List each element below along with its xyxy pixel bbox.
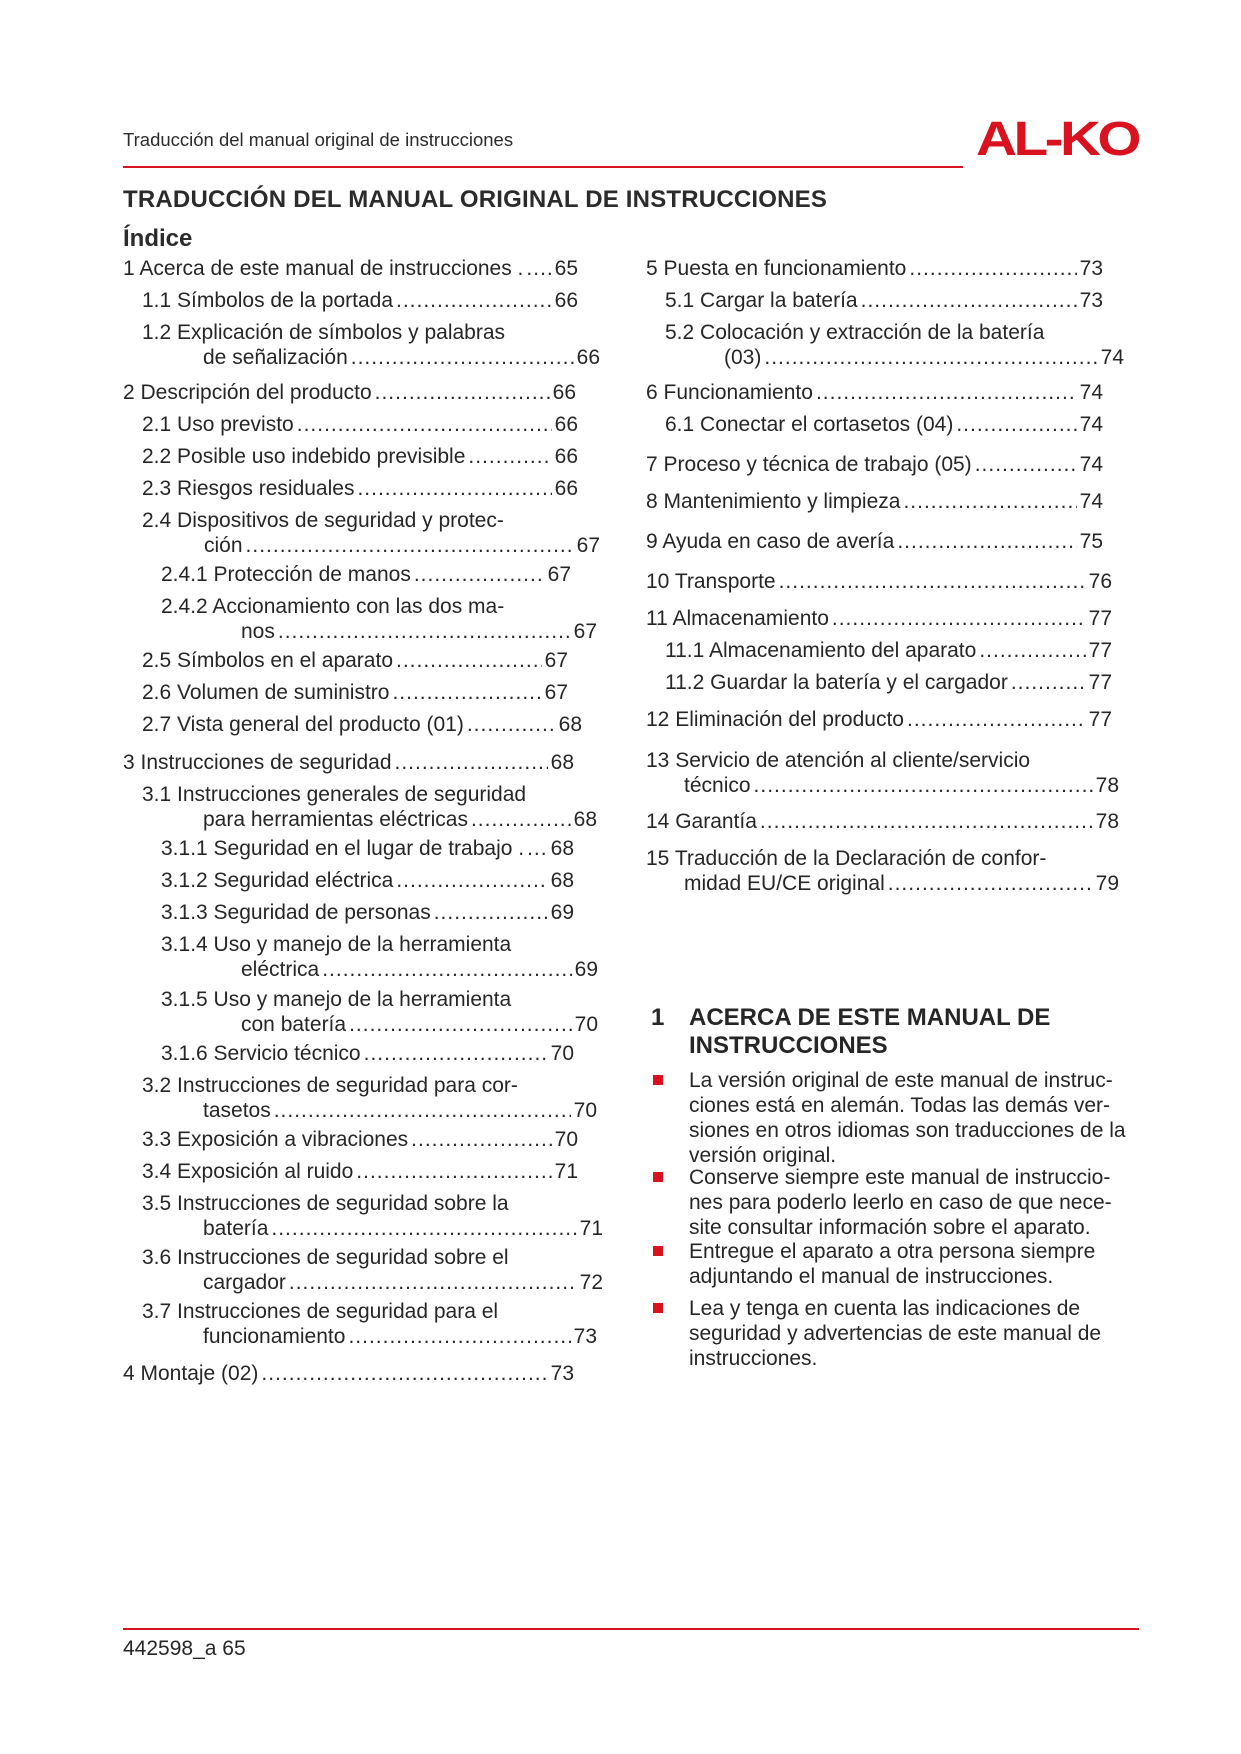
- toc-leader-dots: [348, 1324, 570, 1349]
- bullet-square-icon: [653, 1172, 663, 1182]
- toc-entry[interactable]: [665, 320, 1124, 370]
- toc-entry-title: 3.1.6 Servicio técnico: [161, 1042, 361, 1065]
- toc-entry[interactable]: [665, 670, 1112, 695]
- toc-entry-title: 12 Eliminación del producto: [646, 708, 904, 731]
- toc-leader-dots: [897, 529, 1076, 554]
- toc-leader-dots: [760, 809, 1093, 834]
- toc-entry-title: 5.1 Cargar la batería: [665, 289, 858, 312]
- toc-leader-dots: [261, 1361, 547, 1386]
- section-1-title: [651, 1004, 1131, 1060]
- toc-entry[interactable]: [665, 638, 1112, 663]
- toc-leader-dots: [364, 1041, 548, 1066]
- bullet-item: Lea y tenga en cuenta las indicaciones de seguridad y advertencias de este manual de instrucciones.: [651, 1296, 1139, 1371]
- toc-entry-page: 68: [550, 869, 574, 892]
- toc-entry[interactable]: [646, 529, 1103, 554]
- bullet-square-icon: [653, 1246, 663, 1256]
- toc-entry-title: 8 Mantenimiento y limpieza: [646, 490, 901, 513]
- toc-leader-dots: [396, 648, 542, 673]
- toc-entry-title: 2.2 Posible uso indebido previsible: [142, 445, 466, 468]
- toc-entry[interactable]: [161, 836, 574, 861]
- toc-entry-title: 1.1 Símbolos de la portada: [142, 289, 393, 312]
- toc-entry[interactable]: [142, 444, 578, 469]
- toc-entry-title-continued: para herramientas eléctricas: [203, 808, 468, 831]
- toc-entry[interactable]: [646, 380, 1103, 405]
- toc-entry-page: 74: [1079, 490, 1103, 513]
- toc-entry-page: 78: [1095, 774, 1119, 797]
- toc-entry-title: 3 Instrucciones de seguridad: [123, 751, 392, 774]
- toc-entry[interactable]: [646, 256, 1103, 281]
- toc-leader-dots: [764, 345, 1097, 370]
- toc-leader-dots: [861, 288, 1077, 313]
- toc-entry-title-continued: con batería: [241, 1013, 347, 1036]
- toc-leader-dots: [956, 412, 1076, 437]
- toc-leader-dots: [903, 489, 1076, 514]
- toc-leader-dots: [297, 412, 552, 437]
- toc-entry-title: 3.4 Exposición al ruido: [142, 1160, 354, 1183]
- toc-entry[interactable]: [123, 750, 574, 775]
- toc-entry-title: 3.1 Instrucciones generales de seguridad: [142, 783, 527, 806]
- toc-entry-title-continued: funcionamiento: [203, 1325, 346, 1348]
- toc-entry-title: 1 Acerca de este manual de instrucciones .: [123, 257, 524, 280]
- toc-entry-page: 79: [1095, 872, 1119, 895]
- toc-leader-dots: [278, 619, 571, 644]
- header-text: Traducción del manual original de instrucciones: [123, 129, 514, 150]
- toc-leader-dots: [289, 1270, 577, 1295]
- toc-leader-dots: [526, 256, 551, 281]
- bullet-item: Conserve siempre este manual de instruccio-nes para poderlo leerlo en caso de que nece-site consultar información sobre el aparato.: [651, 1165, 1139, 1240]
- toc-entry-title: 4 Montaje (02): [123, 1362, 259, 1385]
- toc-entry-title: 3.1.3 Seguridad de personas: [161, 901, 431, 924]
- toc-entry-title: 2.5 Símbolos en el aparato: [142, 649, 393, 672]
- toc-leader-dots: [271, 1216, 576, 1241]
- toc-leader-dots: [754, 773, 1093, 798]
- toc-entry-page: 68: [558, 713, 582, 736]
- toc-entry-page: 69: [550, 901, 574, 924]
- toc-entry-title: 2.7 Vista general del producto (01): [142, 713, 464, 736]
- toc-entry-page: 67: [547, 563, 571, 586]
- toc-entry[interactable]: [142, 1245, 603, 1295]
- toc-entry[interactable]: [646, 707, 1112, 732]
- toc-entry[interactable]: [142, 1191, 603, 1241]
- bullet-item: La versión original de este manual de instruc-ciones está en alemán. Todas las demás ver-siones en otros idiomas son traducciones de la versión original.: [651, 1068, 1139, 1168]
- toc-entry-page: 66: [554, 413, 578, 436]
- section-1-title-line1: ACERCA DE ESTE MANUAL DE: [689, 1004, 1051, 1031]
- toc-entry-title: 13 Servicio de atención al cliente/servicio: [646, 749, 1031, 772]
- toc-entry-title: 6.1 Conectar el cortasetos (04): [665, 413, 954, 436]
- toc-entry-title-continued: técnico: [684, 774, 751, 797]
- toc-entry[interactable]: [161, 1041, 574, 1066]
- toc-entry-title: 2.4 Dispositivos de seguridad y protec-: [142, 509, 504, 532]
- section-1-title-line2: INSTRUCCIONES: [689, 1032, 888, 1059]
- toc-entry[interactable]: [161, 987, 598, 1037]
- toc-entry[interactable]: [665, 412, 1103, 437]
- toc-entry-page: 70: [550, 1042, 574, 1065]
- toc-leader-dots: [349, 1012, 572, 1037]
- toc-entry[interactable]: [142, 476, 578, 501]
- toc-entry-page: 70: [573, 1099, 597, 1122]
- toc-entry-page: 66: [554, 289, 578, 312]
- toc-entry-title: 7 Proceso y técnica de trabajo (05): [646, 453, 972, 476]
- toc-entry-title: 3.1.1 Seguridad en el lugar de trabajo .: [161, 837, 525, 860]
- toc-entry-page: 70: [574, 1013, 598, 1036]
- toc-entry[interactable]: [646, 748, 1119, 798]
- toc-entry-title-continued: (03): [724, 346, 762, 369]
- toc-entry-page: 74: [1079, 381, 1103, 404]
- toc-leader-dots: [356, 1159, 551, 1184]
- toc-leader-dots: [322, 957, 571, 982]
- toc-leader-dots: [907, 707, 1086, 732]
- toc-entry-title: 3.1.4 Uso y manejo de la herramienta: [161, 933, 512, 956]
- svg-text:AL-KO: AL-KO: [976, 113, 1140, 161]
- toc-leader-dots: [411, 1127, 551, 1152]
- toc-entry[interactable]: [142, 712, 582, 737]
- toc-leader-dots: [351, 345, 574, 370]
- toc-entry[interactable]: [123, 380, 576, 405]
- toc-entry-title: 3.2 Instrucciones de seguridad para cor-: [142, 1074, 518, 1097]
- toc-entry-page: 74: [1079, 453, 1103, 476]
- toc-entry[interactable]: [646, 809, 1119, 834]
- toc-leader-dots: [979, 638, 1085, 663]
- footer-rule: [123, 1628, 1139, 1630]
- toc-leader-dots: [392, 680, 541, 705]
- toc-entry[interactable]: [123, 256, 578, 281]
- toc-entry-title-continued: cargador: [203, 1271, 286, 1294]
- index-title: Índice: [123, 225, 193, 252]
- toc-leader-dots: [909, 256, 1076, 281]
- toc-entry-page: 74: [1100, 346, 1124, 369]
- toc-entry-title-continued: tasetos: [203, 1099, 271, 1122]
- bullet-square-icon: [653, 1075, 663, 1085]
- toc-entry[interactable]: [646, 606, 1112, 631]
- toc-entry-title: 3.1.2 Seguridad eléctrica: [161, 869, 394, 892]
- toc-entry[interactable]: [142, 648, 568, 673]
- toc-entry[interactable]: [142, 782, 597, 832]
- toc-entry-page: 66: [554, 445, 578, 468]
- toc-entry-page: 77: [1088, 708, 1112, 731]
- toc-entry-title-continued: de señalización: [203, 346, 348, 369]
- toc-entry-title-continued: batería: [203, 1217, 269, 1240]
- toc-entry-page: 69: [574, 958, 598, 981]
- toc-entry-page: 66: [576, 346, 600, 369]
- toc-entry[interactable]: [142, 288, 578, 313]
- toc-entry-page: 73: [573, 1325, 597, 1348]
- toc-entry[interactable]: [646, 452, 1103, 477]
- toc-entry[interactable]: [142, 1073, 597, 1123]
- toc-entry[interactable]: [161, 562, 571, 587]
- toc-entry-title: 5 Puesta en funcionamiento: [646, 257, 907, 280]
- toc-entry[interactable]: [123, 1361, 574, 1386]
- toc-leader-dots: [246, 533, 574, 558]
- toc-entry[interactable]: [161, 594, 597, 644]
- toc-entry-title: 11.1 Almacenamiento del aparato: [665, 639, 977, 662]
- header-rule: [123, 166, 963, 168]
- toc-entry-page: 77: [1088, 671, 1112, 694]
- section-1-number: 1: [651, 1004, 665, 1031]
- toc-entry-title: 3.5 Instrucciones de seguridad sobre la: [142, 1192, 509, 1215]
- toc-entry-page: 68: [550, 751, 574, 774]
- toc-entry-page: 67: [544, 681, 568, 704]
- toc-entry-page: 68: [550, 837, 574, 860]
- toc-leader-dots: [414, 562, 545, 587]
- toc-leader-dots: [975, 452, 1077, 477]
- toc-entry-title: 6 Funcionamiento: [646, 381, 813, 404]
- toc-leader-dots: [779, 569, 1086, 594]
- toc-entry-page: 71: [579, 1217, 603, 1240]
- toc-entry-title: 3.1.5 Uso y manejo de la herramienta: [161, 988, 512, 1011]
- toc-entry-title: 2.3 Riesgos residuales: [142, 477, 355, 500]
- toc-entry[interactable]: [646, 846, 1119, 896]
- toc-leader-dots: [467, 712, 556, 737]
- toc-leader-dots: [468, 444, 551, 469]
- toc-entry-title: 10 Transporte: [646, 570, 776, 593]
- toc-entry-page: 72: [579, 1271, 603, 1294]
- toc-entry-title: 11 Almacenamiento: [646, 607, 829, 630]
- toc-entry-title: 5.2 Colocación y extracción de la batería: [665, 321, 1045, 344]
- toc-leader-dots: [274, 1098, 571, 1123]
- toc-entry-page: 70: [554, 1128, 578, 1151]
- toc-entry-title: 3.3 Exposición a vibraciones: [142, 1128, 409, 1151]
- toc-entry[interactable]: [161, 932, 598, 982]
- toc-entry-title-continued: nos: [241, 620, 275, 643]
- toc-entry-title: 2.4.2 Accionamiento con las dos ma-: [161, 595, 505, 618]
- toc-entry[interactable]: [646, 489, 1103, 514]
- toc-entry-page: 67: [544, 649, 568, 672]
- toc-entry[interactable]: [142, 680, 568, 705]
- toc-entry-page: 77: [1088, 607, 1112, 630]
- toc-entry-page: 68: [573, 808, 597, 831]
- toc-entry-title: 9 Ayuda en caso de avería: [646, 530, 895, 553]
- toc-entry-page: 73: [1079, 289, 1103, 312]
- toc-entry-page: 65: [554, 257, 578, 280]
- toc-entry-page: 66: [554, 477, 578, 500]
- toc-leader-dots: [396, 868, 547, 893]
- toc-entry-page: 76: [1088, 570, 1112, 593]
- toc-entry[interactable]: [161, 868, 574, 893]
- footer-page-number: 442598_a 65: [123, 1637, 246, 1660]
- toc-entry-page: 67: [573, 620, 597, 643]
- toc-entry-page: 74: [1079, 413, 1103, 436]
- toc-entry[interactable]: [665, 288, 1103, 313]
- toc-entry-page: 73: [550, 1362, 574, 1385]
- toc-entry-page: 78: [1095, 810, 1119, 833]
- toc-entry[interactable]: [161, 900, 574, 925]
- toc-leader-dots: [395, 750, 548, 775]
- toc-entry[interactable]: [142, 1299, 597, 1349]
- toc-entry-title: 2 Descripción del producto: [123, 381, 372, 404]
- bullet-square-icon: [653, 1303, 663, 1313]
- toc-leader-dots: [816, 380, 1077, 405]
- alko-logo: [976, 113, 1140, 161]
- toc-leader-dots: [375, 380, 550, 405]
- toc-entry-title: 2.4.1 Protección de manos: [161, 563, 411, 586]
- toc-entry-title: 3.7 Instrucciones de seguridad para el: [142, 1300, 499, 1323]
- toc-entry[interactable]: [142, 1127, 578, 1152]
- toc-entry-page: 67: [576, 534, 600, 557]
- toc-entry-title: 11.2 Guardar la batería y el cargador: [665, 671, 1008, 694]
- toc-entry-title: 14 Garantía: [646, 810, 757, 833]
- toc-leader-dots: [434, 900, 548, 925]
- toc-entry-page: 66: [552, 381, 576, 404]
- toc-entry-page: 75: [1079, 530, 1103, 553]
- toc-entry-title-continued: midad EU/CE original: [684, 872, 885, 895]
- toc-entry[interactable]: [646, 569, 1112, 594]
- toc-entry-title: 1.2 Explicación de símbolos y palabras: [142, 321, 506, 344]
- toc-leader-dots: [396, 288, 552, 313]
- toc-entry-page: 77: [1088, 639, 1112, 662]
- toc-entry[interactable]: [142, 412, 578, 437]
- toc-leader-dots: [471, 807, 571, 832]
- toc-entry-title-continued: eléctrica: [241, 958, 320, 981]
- toc-leader-dots: [1011, 670, 1086, 695]
- toc-entry-title-continued: ción: [204, 534, 243, 557]
- toc-leader-dots: [832, 606, 1086, 631]
- toc-entry-title: 3.6 Instrucciones de seguridad sobre el: [142, 1246, 509, 1269]
- toc-entry-page: 73: [1079, 257, 1103, 280]
- bullet-item: Entregue el aparato a otra persona siempre adjuntando el manual de instrucciones.: [651, 1239, 1139, 1289]
- toc-leader-dots: [357, 476, 551, 501]
- toc-leader-dots: [888, 871, 1093, 896]
- toc-entry[interactable]: [142, 1159, 578, 1184]
- toc-entry-title: 2.6 Volumen de suministro: [142, 681, 390, 704]
- toc-leader-dots: [527, 836, 548, 861]
- toc-entry[interactable]: [142, 320, 600, 370]
- document-title: TRADUCCIÓN DEL MANUAL ORIGINAL DE INSTRUCCIONES: [123, 186, 828, 213]
- toc-entry-title: 2.1 Uso previsto: [142, 413, 294, 436]
- toc-entry-page: 71: [554, 1160, 578, 1183]
- toc-entry[interactable]: [142, 508, 600, 558]
- toc-entry-title: 15 Traducción de la Declaración de confor-: [646, 847, 1047, 870]
